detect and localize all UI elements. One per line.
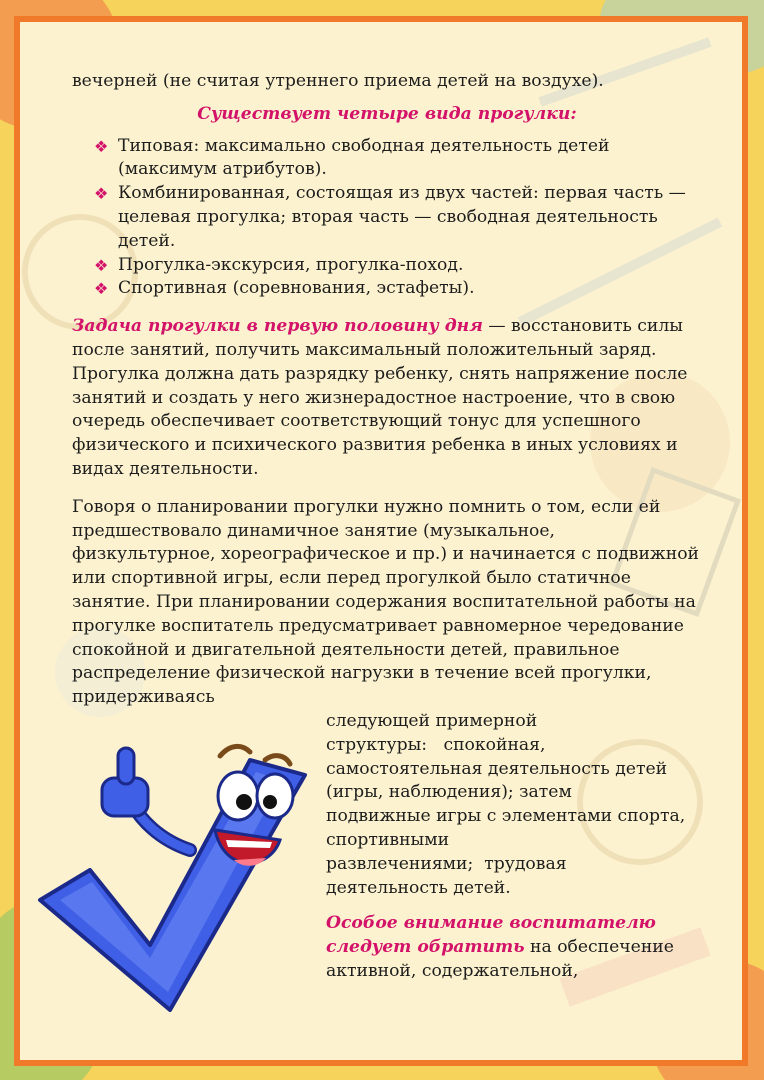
column-line: следующей примерной	[326, 710, 538, 731]
list-item: ❖ Комбинированная, состоящая из двух частей: первая часть — целевая прогулка; вторая часть — свободная деятельность детей.	[94, 183, 686, 251]
attention-paragraph	[326, 912, 706, 983]
checkmark-mascot-icon	[20, 730, 320, 1020]
planning-column	[326, 710, 706, 984]
diamond-bullet-icon: ❖	[94, 136, 109, 156]
column-line: подвижные игры с элементами спорта,	[326, 806, 686, 827]
column-line: спортивными	[326, 829, 450, 850]
intro-line: вечерней (не считая утреннего приема детей на воздухе).	[72, 71, 604, 91]
section-heading: Существует четыре вида прогулки:	[197, 103, 577, 124]
attention-text: на обеспечение	[524, 937, 674, 958]
diamond-bullet-icon: ❖	[94, 184, 109, 204]
list-item: ❖ Спортивная (соревнования, эстафеты).	[94, 277, 702, 301]
planning-paragraph: Говоря о планировании прогулки нужно помнить о том, если ей предшествовало динамичное занятие (музыкальное, физкультурное, хореографическое и пр.) и начинается с подвижной или спортивной игры, если перед прогулкой было статичное занятие. При планировании содержания воспитательной работы на прогулке воспитатель предусматривает равномерное чередование спокойной и двигательной деятельности детей, правильное распределение физической нагрузки в течение всей прогулки, придерживаясь	[72, 496, 699, 708]
column-line: деятельность детей.	[326, 877, 511, 898]
column-line: (игры, наблюдения); затем	[326, 782, 572, 803]
column-line: структуры: спокойная,	[326, 734, 546, 755]
attention-accent-line: Особое внимание воспитателю	[326, 913, 656, 934]
list-item: ❖ Типовая: максимально свободная деятельность детей (максимум атрибутов).	[94, 135, 610, 180]
walk-types-list	[72, 135, 702, 302]
column-line: развлечениями; трудовая	[326, 853, 567, 874]
attention-last-line: активной, содержательной,	[326, 960, 579, 981]
task-paragraph	[72, 315, 702, 482]
diamond-bullet-icon: ❖	[94, 279, 109, 299]
list-item: ❖ Прогулка-экскурсия, прогулка-поход.	[94, 254, 702, 278]
task-text: — восстановить силы после занятий, получить максимальный положительный заряд. Прогулка должна дать разрядку ребенку, снять напряжение после занятий и создать у него жизнерадостное настроение, что в свою очередь обеспечивает соответствующий тонус для успешного физического и психического развития ребенка в иных условиях и видах деятельности.	[72, 316, 688, 479]
column-line: самостоятельная деятельность детей	[326, 758, 668, 779]
task-accent: Задача прогулки в первую половину дня	[72, 316, 483, 337]
diamond-bullet-icon: ❖	[94, 255, 109, 275]
attention-accent-line: следует обратить	[326, 937, 525, 958]
